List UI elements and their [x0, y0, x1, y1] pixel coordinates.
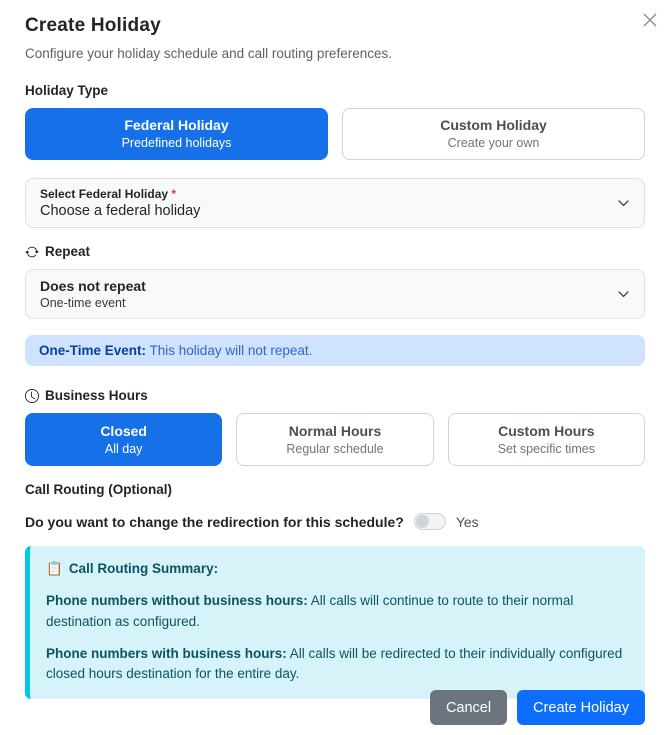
option-normal-hours[interactable] [236, 413, 433, 466]
repeat-select-subvalue: One-time event [40, 296, 126, 310]
option-subtitle: Create your own [447, 136, 540, 151]
option-subtitle: All day [104, 441, 143, 456]
repeat-section-label [25, 244, 645, 259]
federal-holiday-select-label-text: Select Federal Holiday [40, 187, 169, 201]
page-title: Create Holiday [25, 15, 161, 36]
option-title: Custom Hours [498, 422, 595, 439]
summary-item [46, 644, 629, 685]
one-time-event-banner [25, 335, 645, 366]
option-title: Custom Holiday [440, 117, 547, 134]
call-routing-label: Call Routing (Optional) [25, 482, 172, 497]
call-routing-summary-heading [46, 559, 629, 579]
page-subtitle: Configure your holiday schedule and call routing preferences. [25, 46, 392, 61]
business-hours-options [25, 413, 645, 466]
option-custom-holiday[interactable] [342, 108, 645, 160]
call-routing-summary [25, 546, 645, 699]
business-hours-section-label [25, 388, 645, 403]
holiday-type-options [25, 108, 645, 160]
federal-holiday-select[interactable] [25, 178, 645, 228]
holiday-type-label: Holiday Type [25, 83, 109, 98]
option-title: Federal Holiday [124, 117, 229, 134]
required-asterisk: * [171, 187, 177, 201]
close-button[interactable] [638, 8, 662, 32]
option-custom-hours[interactable] [448, 413, 645, 466]
option-federal-holiday[interactable] [25, 108, 328, 160]
summary-item-text: All calls will continue to route to their normal destination as configured. [46, 593, 574, 629]
summary-item-bold: Phone numbers with business hours: [46, 645, 287, 661]
option-title: Normal Hours [288, 422, 382, 439]
redirection-toggle-row [25, 513, 645, 530]
summary-item-text: All calls will be redirected to their individually configured closed hours destination for the entire day. [46, 645, 623, 681]
option-title: Closed [100, 422, 147, 439]
option-subtitle: Set specific times [497, 441, 595, 456]
summary-item-bold: Phone numbers without business hours: [46, 593, 308, 609]
option-closed[interactable] [25, 413, 222, 466]
one-time-event-banner-bold: One-Time Event: [39, 343, 147, 358]
one-time-event-banner-text: This holiday will not repeat. [146, 343, 313, 358]
option-subtitle: Predefined holidays [121, 136, 232, 151]
repeat-icon [25, 245, 39, 259]
toggle-knob [416, 515, 429, 528]
clock-icon [25, 389, 39, 403]
option-subtitle: Regular schedule [286, 441, 384, 456]
redirection-question: Do you want to change the redirection for this schedule? [25, 513, 404, 530]
redirection-toggle-label: Yes [455, 513, 479, 530]
repeat-select[interactable] [25, 269, 645, 319]
summary-item [46, 591, 629, 632]
chevron-down-icon [617, 288, 630, 301]
close-icon [642, 12, 658, 28]
call-routing-summary-heading-text: Call Routing Summary: [68, 561, 219, 576]
footer-actions [430, 690, 645, 725]
business-hours-label-text: Business Hours [45, 388, 148, 403]
repeat-label-text: Repeat [45, 244, 91, 259]
federal-holiday-select-label [40, 187, 630, 201]
clipboard-icon: 📋 [46, 561, 63, 576]
redirection-toggle[interactable] [414, 513, 446, 530]
chevron-down-icon [617, 197, 630, 210]
cancel-button[interactable]: Cancel [430, 690, 507, 725]
repeat-select-value: Does not repeat [40, 278, 146, 294]
federal-holiday-select-value: Choose a federal holiday [40, 203, 201, 219]
create-holiday-button[interactable]: Create Holiday [517, 690, 645, 725]
